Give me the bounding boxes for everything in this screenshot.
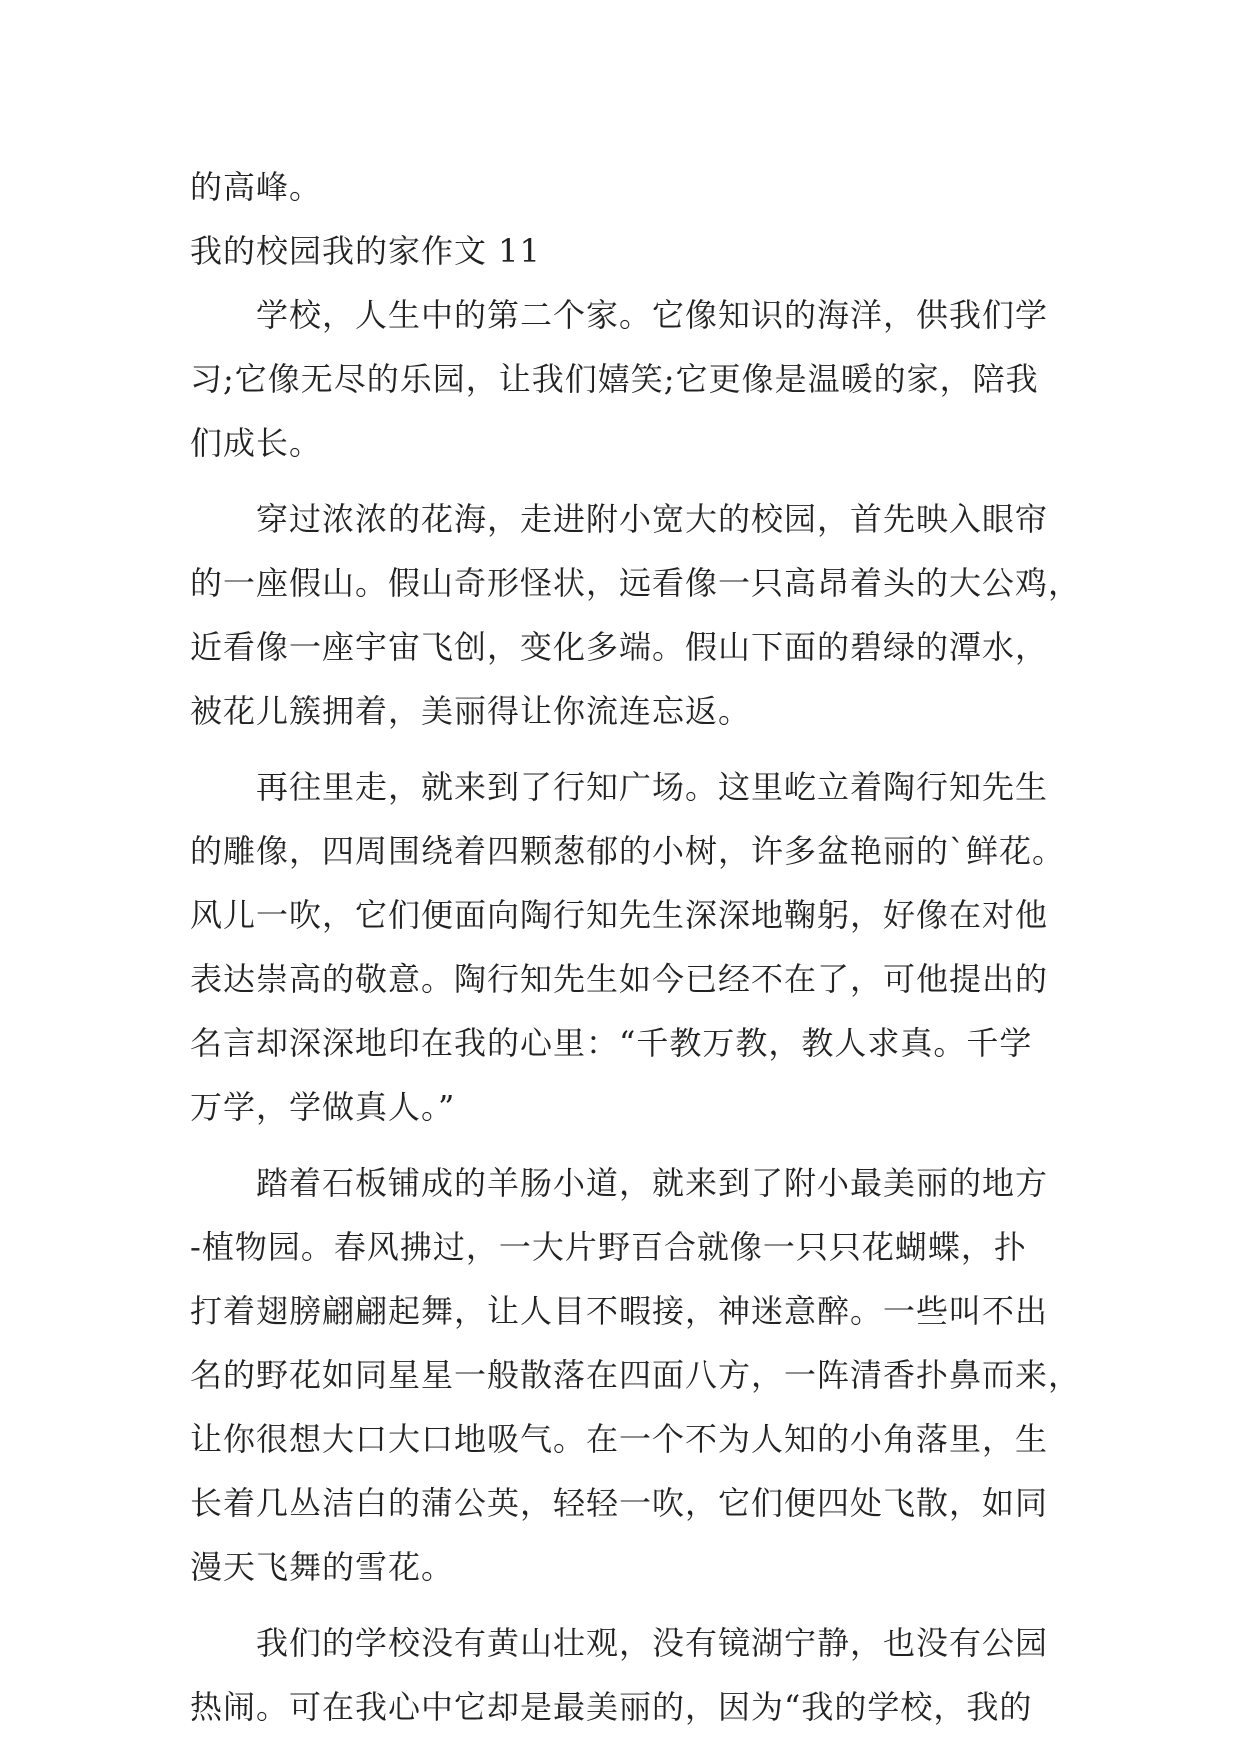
paragraph-5-line: 热闹。可在我心中它却是最美丽的，因为“我的学校，我的 — [190, 1688, 1033, 1726]
paragraph-1-line: 们成长。 — [190, 424, 323, 462]
essay-title: 我的校园我的家作文 11 — [190, 232, 541, 270]
paragraph-3-line: 风儿一吹，它们便面向陶行知先生深深地鞠躬，好像在对他 — [190, 896, 1049, 934]
paragraph-3-line: 万学，学做真人。” — [190, 1088, 456, 1126]
paragraph-3-line: 的雕像，四周围绕着四颗葱郁的小树，许多盆艳丽的`鲜花。 — [190, 832, 1066, 870]
paragraph-4-line: 长着几丛洁白的蒲公英，轻轻一吹，它们便四处飞散，如同 — [190, 1484, 1049, 1522]
text-line: 的高峰。 — [190, 168, 323, 206]
paragraph-4-line: 踏着石板铺成的羊肠小道，就来到了附小最美丽的地方 — [256, 1164, 1049, 1202]
paragraph-2-line: 近看像一座宇宙飞创，变化多端。假山下面的碧绿的潭水， — [190, 628, 1049, 666]
paragraph-1-line: 习;它像无尽的乐园，让我们嬉笑;它更像是温暖的家，陪我 — [190, 360, 1039, 398]
paragraph-3-line: 表达崇高的敬意。陶行知先生如今已经不在了，可他提出的 — [190, 960, 1049, 998]
paragraph-4-line: -植物园。春风拂过，一大片野百合就像一只只花蝴蝶，扑 — [190, 1228, 1027, 1266]
paragraph-4-line: 名的野花如同星星一般散落在四面八方，一阵清香扑鼻而来， — [190, 1356, 1082, 1394]
paragraph-1-line: 学校，人生中的第二个家。它像知识的海洋，供我们学 — [256, 296, 1049, 334]
paragraph-3-line: 再往里走，就来到了行知广场。这里屹立着陶行知先生 — [256, 768, 1049, 806]
paragraph-2-line: 被花儿簇拥着，美丽得让你流连忘返。 — [190, 692, 752, 730]
paragraph-5-line: 我们的学校没有黄山壮观，没有镜湖宁静，也没有公园 — [256, 1624, 1049, 1662]
paragraph-4-line: 让你很想大口大口地吸气。在一个不为人知的小角落里，生 — [190, 1420, 1049, 1458]
paragraph-4-line: 打着翅膀翩翩起舞，让人目不暇接，神迷意醉。一些叫不出 — [190, 1292, 1049, 1330]
paragraph-4-line: 漫天飞舞的雪花。 — [190, 1548, 455, 1586]
paragraph-2-line: 穿过浓浓的花海，走进附小宽大的校园，首先映入眼帘 — [256, 500, 1049, 538]
paragraph-2-line: 的一座假山。假山奇形怪状，远看像一只高昂着头的大公鸡， — [190, 564, 1082, 602]
essay-text — [190, 155, 1082, 1739]
paragraph-3-line: 名言却深深地印在我的心里：“千教万教，教人求真。千学 — [190, 1024, 1033, 1062]
